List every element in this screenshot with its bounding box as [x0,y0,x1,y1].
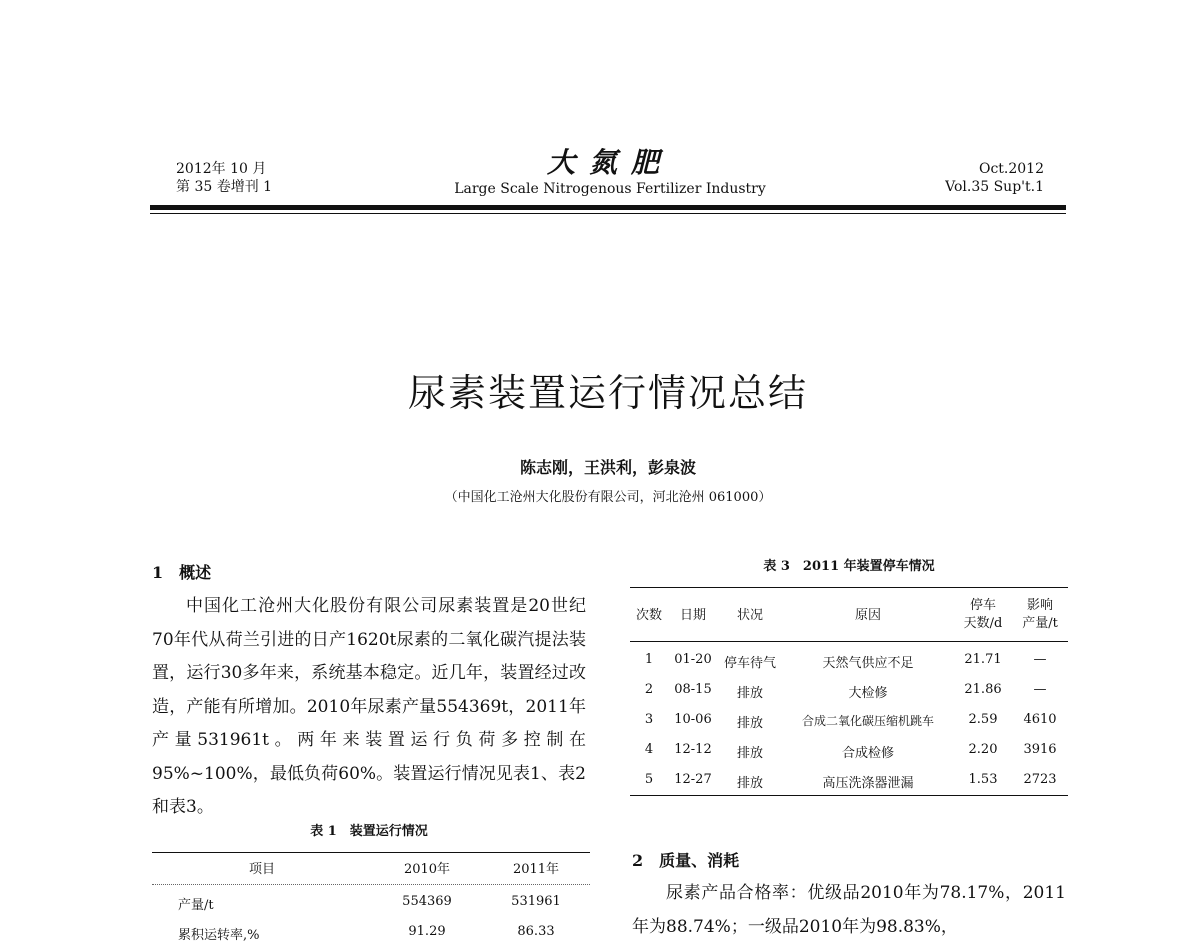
table-3-row-3-reason: 合成二氧化碳压缩机跳车 [801,714,934,728]
table-3-row-4-index: 4 [644,742,654,757]
article-title: 尿素装置运行情况总结 [407,371,808,415]
table-1-row-1-2011: 531961 [511,894,561,909]
table-1-row-2-2010: 91.29 [408,924,446,939]
header-left [176,160,272,196]
table-3-row-4-days: 2.20 [968,742,998,757]
table-3-row-2-index: 2 [644,682,654,697]
table-3-header-index: 次数 [635,608,662,623]
table-3-row-5-reason: 高压洗涤器泄漏 [822,776,914,791]
section-1-title: 概述 [179,563,212,582]
table-3-top-rule [630,587,1068,588]
journal-masthead [440,146,780,198]
table-3-row-3-impact: 4610 [1023,712,1057,727]
table-3-row-5-index: 5 [644,772,654,787]
section-1-heading [152,560,211,583]
table-3-header-impact-line-1: 影响 [1026,598,1053,613]
table-1-header-rule [152,884,590,885]
table-3-row-4-status: 排放 [736,746,763,761]
table-3-row-1-reason: 天然气供应不足 [822,656,914,671]
table-3-header-days-line-1: 停车 [969,598,996,613]
table-3-header-date: 日期 [679,608,706,623]
table-3-header-days-line-2: 天数/d [963,616,1003,631]
table-3-row-3-index: 3 [644,712,654,727]
table-3-header-days [954,597,1012,633]
section-1-number: 1 [152,563,164,582]
section-2-body: 尿素产品合格率：优级品2010年为78.17%，2011年为88.74%；一级品2010年为98.83%， [632,883,1066,937]
header-right [945,160,1044,196]
table-3-header-reason: 原因 [854,608,881,623]
table-1-header-item: 项目 [248,862,275,877]
table-3-row-1-days: 21.71 [964,652,1002,667]
table-3-row-4-date: 12-12 [674,742,712,757]
table-1-row-1-label: 产量/t [178,898,214,913]
journal-logo: 大氮肥 [546,146,673,179]
article-authors: 陈志刚，王洪利，彭泉波 [519,458,696,477]
header-volume-en: Vol.35 Sup't.1 [945,179,1044,195]
table-3-caption: 表 3 2011 年装置停车情况 [763,559,935,574]
table-3-row-5-status: 排放 [736,776,763,791]
journal-name-en: Large Scale Nitrogenous Fertilizer Industry [454,181,766,197]
table-3-row-2-impact: — [1033,682,1047,697]
table-3-row-5-days: 1.53 [968,772,998,787]
header-rule-thin [150,213,1066,214]
article-affiliation: （中国化工沧州大化股份有限公司，河北沧州 061000） [444,490,772,505]
table-3-bottom-rule [630,795,1068,796]
section-1-body: 中国化工沧州大化股份有限公司尿素装置是20世纪70年代从荷兰引进的日产1620t尿素的二氧化碳汽提法装置，运行30多年来，系统基本稳定。近几年，装置经过改造，产能有所增加。2010年尿素产量554369t，2011年产量531961t。两年来装置运行负荷多控制在95%~100%，最低负荷60%。装置运行情况见表1、表2和表3。 [152,596,586,817]
table-1-caption: 表 1 装置运行情况 [310,824,428,839]
table-3-row-3-date: 10-06 [674,712,712,727]
table-3-row-2-date: 08-15 [674,682,712,697]
table-3-row-3-days: 2.59 [968,712,998,727]
table-1-top-rule [152,852,590,853]
table-3-row-5-date: 12-27 [674,772,712,787]
header-rule-thick [150,205,1066,210]
table-3-header-rule [630,641,1068,642]
table-3-row-4-impact: 3916 [1023,742,1057,757]
table-3-row-1-impact: — [1033,652,1047,667]
table-3-row-4-reason: 合成检修 [841,746,894,761]
header-date-cn: 2012年 10 月 [176,161,267,177]
table-1-row-2-label: 累积运转率,% [178,928,260,943]
table-3-header-impact-line-2: 产量/t [1022,616,1058,631]
table-3-row-3-status: 排放 [736,716,763,731]
table-3-row-1-date: 01-20 [674,652,712,667]
table-1-row-1-2010: 554369 [402,894,452,909]
table-3-row-5-impact: 2723 [1023,772,1057,787]
table-1-header-2010: 2010年 [403,862,451,877]
header-volume-cn: 第 35 卷增刊 1 [176,179,273,195]
table-3-row-2-days: 21.86 [964,682,1002,697]
section-2-title: 质量、消耗 [659,851,740,870]
table-3-header-status: 状况 [736,608,763,623]
table-3-row-1-index: 1 [644,652,654,667]
section-2-heading [632,848,739,871]
table-3-row-2-status: 排放 [736,686,763,701]
table-1-row-2-2011: 86.33 [517,924,555,939]
header-date-en: Oct.2012 [978,161,1044,177]
section-2-number: 2 [632,851,644,870]
table-3-row-2-reason: 大检修 [848,686,888,701]
table-1-header-2011: 2011年 [512,862,560,877]
table-3-header-impact [1012,597,1068,633]
table-3-row-1-status: 停车待气 [723,656,776,671]
